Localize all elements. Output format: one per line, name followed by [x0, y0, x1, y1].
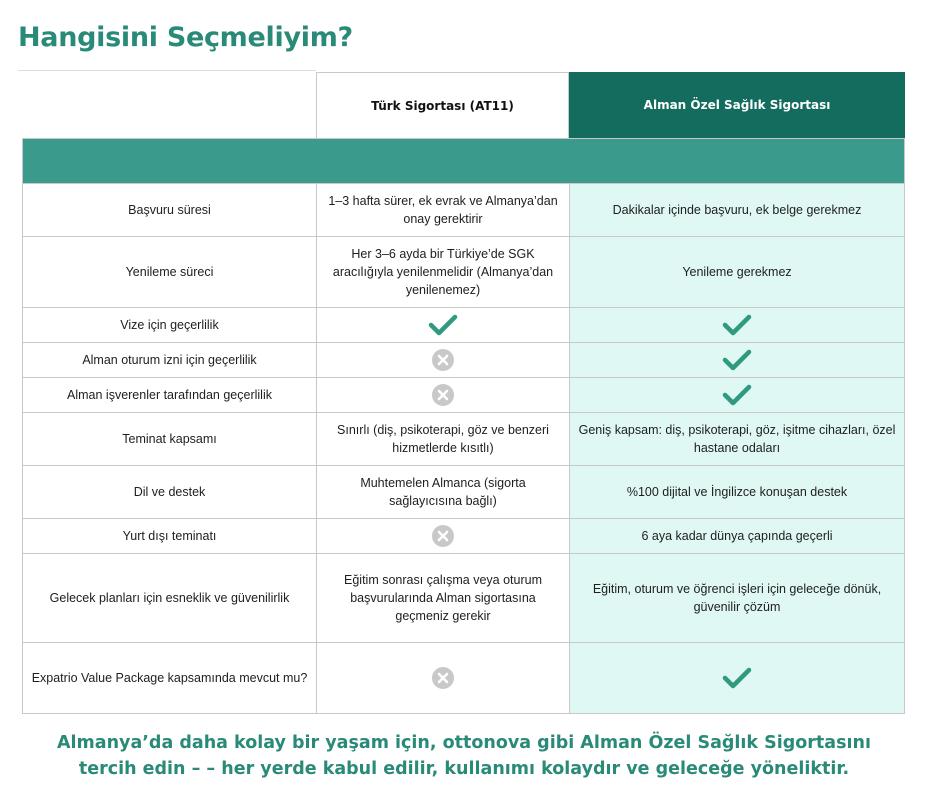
- turk-cell: [316, 308, 569, 342]
- column-header-turk: Türk Sigortası (AT11): [316, 72, 569, 138]
- alman-cell: 6 aya kadar dünya çapında geçerli: [569, 519, 905, 553]
- footer-callout: [0, 730, 928, 782]
- page-title: Hangisini Seçmeliyim?: [18, 22, 353, 53]
- footer-line-1: Almanya’da daha kolay bir yaşam için, ottonova gibi Alman Özel Sağlık Sigortasını: [57, 733, 871, 753]
- alman-cell: [569, 308, 905, 342]
- row-label: Yurt dışı teminatı: [22, 519, 316, 553]
- table-header: [22, 72, 905, 138]
- alman-cell: %100 dijital ve İngilizce konuşan destek: [569, 466, 905, 518]
- table-row: [22, 343, 905, 378]
- table-row: [22, 308, 905, 343]
- turk-cell: Eğitim sonrası çalışma veya oturum başvurularında Alman sigortasına geçmeniz gerekir: [316, 554, 569, 642]
- table-row: [22, 519, 905, 554]
- row-label: Alman işverenler tarafından geçerlilik: [22, 378, 316, 412]
- row-label: Vize için geçerlilik: [22, 308, 316, 342]
- check-icon: [721, 313, 753, 337]
- turk-cell: [316, 643, 569, 713]
- comparison-table: [22, 72, 905, 714]
- alman-cell: [569, 343, 905, 377]
- check-icon: [721, 666, 753, 690]
- alman-cell: [569, 378, 905, 412]
- row-label: Gelecek planları için esneklik ve güvenilirlik: [22, 554, 316, 642]
- turk-cell: Muhtemelen Almanca (sigorta sağlayıcısına bağlı): [316, 466, 569, 518]
- turk-cell: [316, 343, 569, 377]
- check-icon: [427, 313, 459, 337]
- cross-icon: [431, 524, 455, 548]
- row-label: Yenileme süreci: [22, 237, 316, 307]
- row-label: Dil ve destek: [22, 466, 316, 518]
- cross-icon: [431, 383, 455, 407]
- row-label: Başvuru süresi: [22, 184, 316, 236]
- table-row: [22, 237, 905, 308]
- alman-cell: Geniş kapsam: diş, psikoterapi, göz, işitme cihazları, özel hastane odaları: [569, 413, 905, 465]
- alman-cell: Eğitim, oturum ve öğrenci işleri için geleceğe dönük, güvenilir çözüm: [569, 554, 905, 642]
- table-row: [22, 643, 905, 714]
- turk-cell: Sınırlı (diş, psikoterapi, göz ve benzeri hizmetlerde kısıtlı): [316, 413, 569, 465]
- alman-cell: [569, 643, 905, 713]
- row-label: Alman oturum izni için geçerlilik: [22, 343, 316, 377]
- table-row: [22, 378, 905, 413]
- table-row: [22, 184, 905, 237]
- turk-cell: 1–3 hafta sürer, ek evrak ve Almanya’dan onay gerektirir: [316, 184, 569, 236]
- turk-cell: [316, 378, 569, 412]
- turk-cell: [316, 519, 569, 553]
- cross-icon: [431, 348, 455, 372]
- cross-icon: [431, 666, 455, 690]
- footer-line-2: tercih edin – – her yerde kabul edilir, kullanımı kolaydır ve geleceğe yöneliktir.: [78, 759, 850, 779]
- column-header-alman: Alman Özel Sağlık Sigortası: [569, 72, 905, 138]
- table-row: [22, 554, 905, 643]
- title-divider: [18, 70, 316, 71]
- alman-cell: Dakikalar içinde başvuru, ek belge gerekmez: [569, 184, 905, 236]
- alman-cell: Yenileme gerekmez: [569, 237, 905, 307]
- table-body: [22, 184, 905, 714]
- row-label: Teminat kapsamı: [22, 413, 316, 465]
- turk-cell: Her 3–6 ayda bir Türkiye’de SGK aracılığıyla yenilenmelidir (Almanya’dan yenilenemez): [316, 237, 569, 307]
- row-label: Expatrio Value Package kapsamında mevcut mu?: [22, 643, 316, 713]
- header-band: [22, 138, 905, 184]
- table-row: [22, 466, 905, 519]
- table-row: [22, 413, 905, 466]
- check-icon: [721, 348, 753, 372]
- check-icon: [721, 383, 753, 407]
